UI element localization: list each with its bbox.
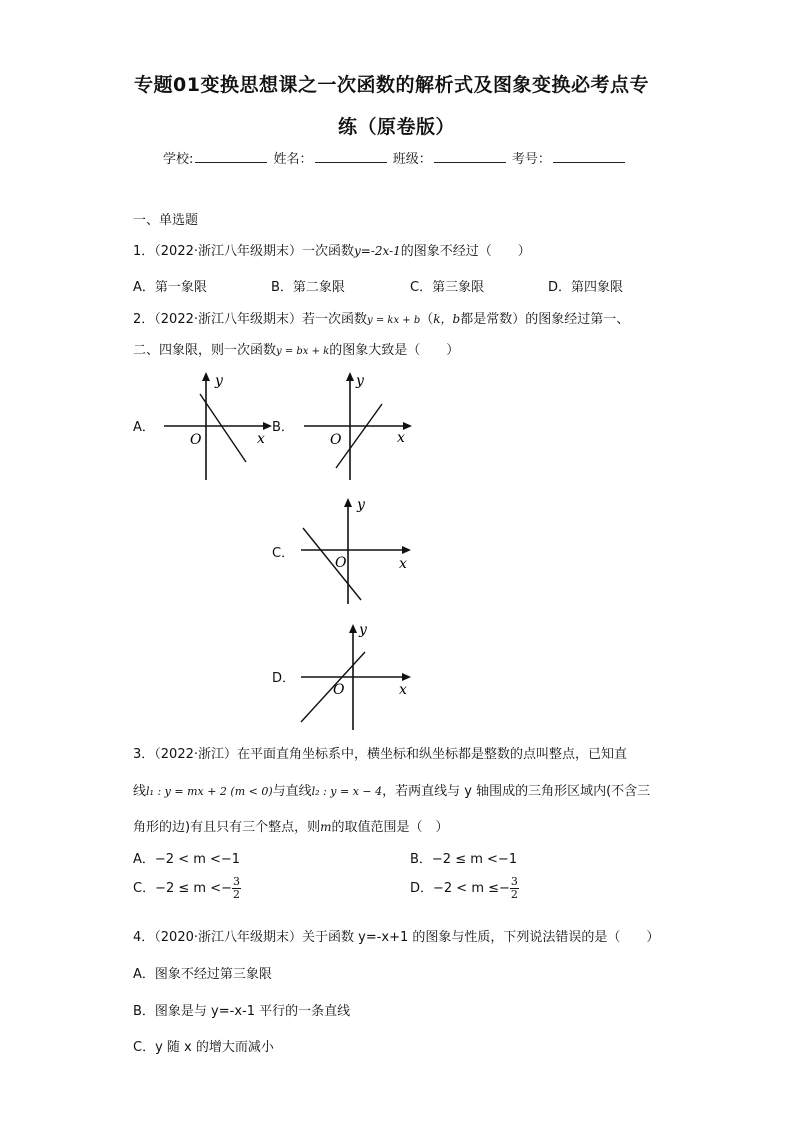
q2-line2-b: 的图象大致是（ ） [329, 343, 460, 358]
x-label: x [399, 556, 407, 572]
y-label: y [215, 373, 223, 389]
q3-var-m: m [320, 820, 332, 834]
x-arrow-icon [263, 422, 272, 430]
q2-text-b: （ [420, 312, 434, 327]
fraction-denominator: 2 [510, 888, 518, 901]
origin-label: O [190, 432, 202, 448]
function-line [336, 404, 382, 468]
q4-option-a[interactable]: A．图象不经过第三象限 [133, 967, 272, 982]
q2-formula-b: y = bx + k [276, 346, 330, 357]
y-arrow-icon [202, 372, 210, 381]
q2-text-c: 都是常数）的图象经过第一、 [460, 312, 630, 327]
y-arrow-icon [349, 624, 357, 633]
fraction-numerator: 3 [510, 875, 518, 888]
function-line [303, 528, 361, 600]
q3-option-c[interactable] [133, 876, 241, 901]
q4-option-c[interactable]: C．y 随 x 的增大而减小 [133, 1040, 274, 1055]
x-label: x [399, 682, 407, 698]
q2-formula-a: y = kx + b [367, 315, 421, 326]
q3-option-c-fraction [232, 876, 241, 901]
fraction-numerator: 3 [232, 875, 240, 888]
q4-option-b[interactable]: B．图象是与 y=-x-1 平行的一条直线 [133, 1004, 351, 1019]
class-label: 班级： [392, 152, 432, 167]
question-3-line-2 [133, 780, 650, 799]
q1-option-b[interactable]: B．第二象限 [271, 280, 345, 295]
q2-option-d-graph[interactable] [295, 618, 413, 732]
q2-params: k，b [433, 312, 461, 326]
q2-option-b-graph[interactable] [300, 368, 414, 482]
q2-option-c-label[interactable]: C． [272, 546, 295, 561]
question-3-line-1: 3．（2022·浙江）在平面直角坐标系中，横坐标和纵坐标都是整数的点叫整点，已知直 [133, 747, 627, 762]
origin-label: O [335, 555, 347, 571]
x-label: x [257, 431, 265, 447]
question-3-line-3 [133, 816, 448, 835]
origin-label: O [333, 682, 345, 698]
q3-line2-c: ，若两直线与 y 轴围成的三角形区域内(不含三 [382, 784, 651, 799]
q1-formula: y=-2x-1 [354, 244, 401, 258]
origin-label: O [330, 432, 342, 448]
y-label: y [356, 373, 364, 389]
y-label: y [357, 497, 365, 513]
question-2-line-2 [133, 339, 459, 358]
y-label: y [359, 622, 367, 638]
y-arrow-icon [344, 498, 352, 507]
x-arrow-icon [403, 422, 412, 430]
q2-option-b-label[interactable]: B． [272, 420, 294, 435]
q3-line2-a: 线 [133, 784, 147, 799]
q3-l1-formula: l₁ : y = mx + 2 (m < 0) [146, 785, 273, 798]
title-line-2: 练（原卷版） [338, 116, 456, 138]
school-blank[interactable] [195, 150, 267, 163]
fraction-denominator: 2 [232, 888, 240, 901]
name-label: 姓名： [273, 152, 313, 167]
q3-option-d-prefix: D．−2 < m ≤− [410, 881, 510, 896]
class-blank[interactable] [434, 150, 506, 163]
question-4: 4．（2020·浙江八年级期末）关于函数 y=-x+1 的图象与性质，下列说法错误的是（ ） [133, 930, 660, 945]
school-label: 学校: [163, 152, 194, 167]
function-line [200, 394, 246, 462]
info-fields [163, 148, 627, 167]
x-label: x [397, 430, 405, 446]
q3-option-c-prefix: C．−2 ≤ m <− [133, 881, 232, 896]
q3-option-d[interactable] [410, 876, 519, 901]
q2-option-c-graph[interactable] [295, 492, 413, 606]
q2-option-a-graph[interactable] [160, 368, 274, 482]
q2-option-a-label[interactable]: A． [133, 420, 155, 435]
q3-option-d-fraction [510, 876, 519, 901]
q2-option-d-label[interactable]: D． [272, 671, 296, 686]
q3-line3-a: 角形的边)有且只有三个整点，则 [133, 820, 321, 835]
section-heading: 一、单选题 [133, 213, 199, 228]
q3-line2-b: 与直线 [272, 784, 312, 799]
name-blank[interactable] [315, 150, 387, 163]
q1-option-c[interactable]: C．第三象限 [410, 280, 485, 295]
title-line-1: 专题01变换思想课之一次函数的解析式及图象变换必考点专 [134, 74, 649, 96]
q1-text-a: 1．（2022·浙江八年级期末）一次函数 [133, 244, 354, 259]
q2-text-a: 2．（2022·浙江八年级期末）若一次函数 [133, 312, 367, 327]
q3-line3-b: 的取值范围是（ ） [331, 820, 449, 835]
q3-option-b[interactable]: B．−2 ≤ m <−1 [410, 852, 518, 867]
question-1 [133, 240, 531, 259]
exam-number-label: 考号： [511, 152, 551, 167]
x-arrow-icon [402, 546, 411, 554]
x-arrow-icon [402, 673, 411, 681]
y-arrow-icon [346, 372, 354, 381]
q1-text-b: 的图象不经过（ ） [400, 244, 531, 259]
q3-option-a[interactable]: A．−2 < m <−1 [133, 852, 241, 867]
q1-option-a[interactable]: A．第一象限 [133, 280, 207, 295]
q3-l2-formula: l₂ : y = x − 4 [311, 785, 383, 798]
q2-line2-a: 二、四象限，则一次函数 [133, 343, 277, 358]
exam-number-blank[interactable] [553, 150, 625, 163]
question-2-line-1 [133, 308, 629, 327]
q1-option-d[interactable]: D．第四象限 [548, 280, 624, 295]
